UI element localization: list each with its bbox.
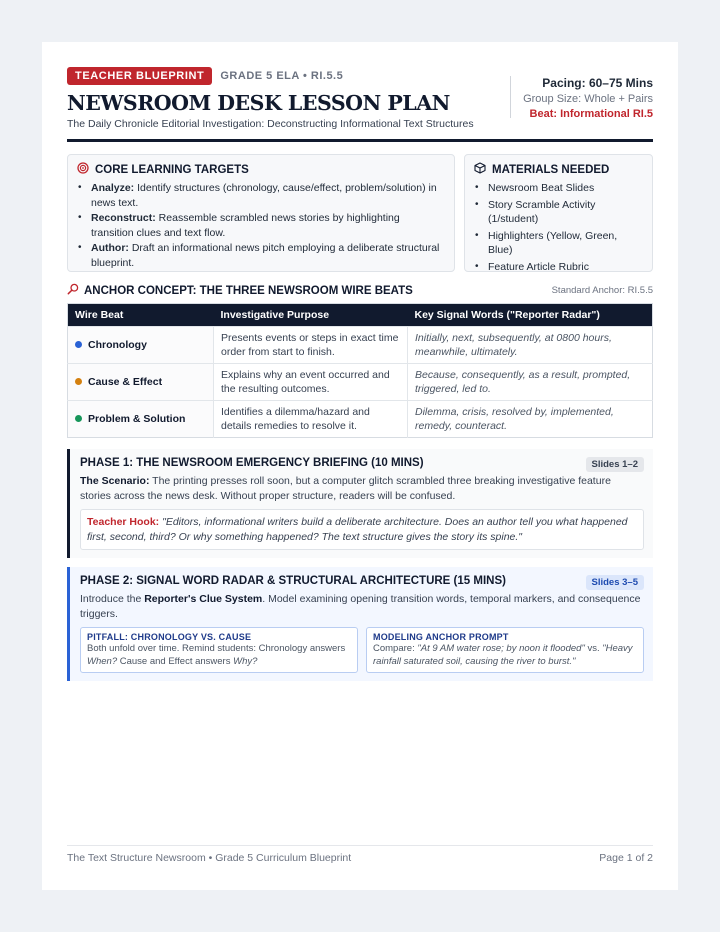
teacher-blueprint-badge: TEACHER BLUEPRINT — [67, 67, 212, 85]
pitfall-title: PITFALL: CHRONOLOGY VS. CAUSE — [87, 632, 252, 642]
standard-anchor-label: Standard Anchor: RI.5.5 — [551, 285, 653, 296]
anchor-concept-title: ANCHOR CONCEPT: THE THREE NEWSROOM WIRE BEATS — [84, 284, 413, 297]
list-item: • Feature Article Rubric — [474, 260, 643, 275]
list-item — [77, 181, 445, 210]
target-text: Reassemble scrambled news stories by highlighting transition clues and text flow. — [91, 212, 400, 239]
target-text: Draft an informational news pitch employing a deliberate structural blueprint. — [91, 242, 440, 269]
materials-list — [474, 181, 643, 274]
header-divider — [67, 139, 653, 142]
signals-cell: Initially, next, subsequently, at 0800 hours, meanwhile, ultimately. — [408, 327, 653, 364]
page-content — [67, 67, 653, 681]
list-item: • Story Scramble Activity (1/student) — [474, 198, 643, 227]
page-footer — [67, 845, 653, 864]
beat-name: Cause & Effect — [88, 375, 163, 388]
pitfall-card — [80, 627, 358, 673]
column-header: Key Signal Words ("Reporter Radar") — [408, 304, 653, 327]
list-item: • Highlighters (Yellow, Green, Blue) — [474, 229, 643, 258]
anchor-concept-heading — [67, 283, 413, 298]
signals-cell: Because, consequently, as a result, prompted, triggered, led to. — [408, 364, 653, 401]
scenario-body: The printing presses roll soon, but a computer glitch scrambled three breaking investigative feature stories across the news desk. Without proper structure, readers will be confused. — [80, 475, 611, 502]
prompt-part: Compare: — [373, 643, 418, 654]
intro-emphasis: Reporter's Clue System — [144, 593, 263, 605]
prompt-part: vs. — [584, 643, 603, 654]
chronology-dot — [75, 341, 82, 348]
purpose-cell: Explains why an event occurred and the resulting outcomes. — [214, 364, 408, 401]
phase-2-title: PHASE 2: SIGNAL WORD RADAR & STRUCTURAL ARCHITECTURE (15 MINS) — [80, 575, 506, 587]
table-row — [68, 401, 653, 438]
list-item: • Newsroom Beat Slides — [474, 181, 643, 196]
scenario-text — [80, 474, 644, 503]
modeling-prompt-card — [366, 627, 644, 673]
prompt-part: "At 9 AM water rose; by noon it flooded" — [417, 643, 585, 654]
page-title: NEWSROOM DESK LESSON PLAN — [67, 91, 450, 115]
beat-name: Problem & Solution — [88, 412, 186, 425]
materials-card — [464, 154, 653, 272]
materials-heading — [474, 162, 643, 177]
column-header: Wire Beat — [68, 304, 214, 327]
modeling-prompt-text — [373, 643, 637, 668]
pitfall-text — [87, 643, 351, 668]
target-label: Reconstruct: — [91, 212, 156, 224]
target-label: Analyze: — [91, 182, 135, 194]
target-label: Author: — [91, 242, 129, 254]
scenario-label: The Scenario: — [80, 475, 150, 487]
beat-cell — [68, 401, 214, 438]
phase-2-section — [67, 567, 653, 681]
phase-2-subcards — [80, 627, 644, 673]
beat-cell — [68, 364, 214, 401]
page-number: Page 1 of 2 — [599, 852, 653, 864]
footer-title: The Text Structure Newsroom • Grade 5 Curriculum Blueprint — [67, 852, 352, 864]
intro-text: Introduce the — [80, 593, 145, 605]
pitfall-part: Why? — [233, 655, 258, 667]
intro-text: . Model examining opening transition words, temporal markers, and consequence triggers. — [80, 593, 641, 620]
page-subtitle: The Daily Chronicle Editorial Investigation: Deconstructing Informational Text Structures — [67, 118, 474, 130]
magnifier-icon — [67, 283, 79, 298]
cause-effect-dot — [75, 378, 82, 385]
prompt-part: "Heavy rainfall saturated soil, causing the river to burst." — [373, 643, 633, 667]
learning-targets-list — [77, 181, 445, 270]
materials-title: MATERIALS NEEDED — [492, 163, 610, 176]
phase-2-intro — [80, 592, 644, 621]
grade-standard-label: GRADE 5 ELA • RI.5.5 — [220, 70, 344, 82]
table-row — [68, 327, 653, 364]
table-row — [68, 364, 653, 401]
group-size-label: Group Size: Whole + Pairs — [523, 93, 653, 105]
modeling-prompt-title: MODELING ANCHOR PROMPT — [373, 632, 509, 642]
purpose-cell: Identifies a dilemma/hazard and details remedies to resolve it. — [214, 401, 408, 438]
list-item — [77, 241, 445, 270]
target-text: Identify structures (chronology, cause/effect, problem/solution) in news text. — [91, 182, 437, 209]
pitfall-part: Both unfold over time. Remind students: Chronology answers — [87, 643, 346, 654]
problem-solution-dot — [75, 415, 82, 422]
lesson-plan-page — [42, 42, 678, 890]
pacing-info — [510, 76, 653, 118]
purpose-cell: Presents events or steps in exact time order from start to finish. — [214, 327, 408, 364]
slides-badge: Slides 3–5 — [586, 575, 644, 590]
target-icon — [77, 162, 89, 177]
beat-cell — [68, 327, 214, 364]
wire-beats-table — [67, 303, 653, 438]
list-item — [77, 211, 445, 240]
box-icon — [474, 162, 486, 177]
learning-targets-title: CORE LEARNING TARGETS — [95, 163, 249, 176]
slides-badge: Slides 1–2 — [586, 457, 644, 472]
overview-cards — [67, 154, 653, 272]
pitfall-part: When? — [87, 655, 118, 667]
pacing-label: Pacing: 60–75 Mins — [542, 76, 653, 90]
phase-1-section — [67, 449, 653, 558]
table-header-row — [68, 304, 653, 327]
pitfall-part: Cause and Effect answers — [117, 655, 234, 667]
learning-targets-heading — [77, 162, 445, 177]
column-header: Investigative Purpose — [214, 304, 408, 327]
beat-name: Chronology — [88, 338, 147, 351]
learning-targets-card — [67, 154, 455, 272]
header — [67, 67, 653, 137]
signals-cell: Dilemma, crisis, resolved by, implemented, remedy, counteract. — [408, 401, 653, 438]
teacher-hook-quote: "Editors, informational writers build a deliberate architecture. Does an author tell you what happened first, second, third? Or why something happened? The text structure gives the story its spine." — [87, 516, 628, 543]
teacher-hook-box — [80, 509, 644, 550]
anchor-concept-header — [67, 283, 653, 298]
teacher-hook-label: Teacher Hook: — [87, 516, 160, 528]
beat-label: Beat: Informational RI.5 — [529, 108, 653, 120]
phase-1-title: PHASE 1: THE NEWSROOM EMERGENCY BRIEFING (10 MINS) — [80, 457, 424, 469]
